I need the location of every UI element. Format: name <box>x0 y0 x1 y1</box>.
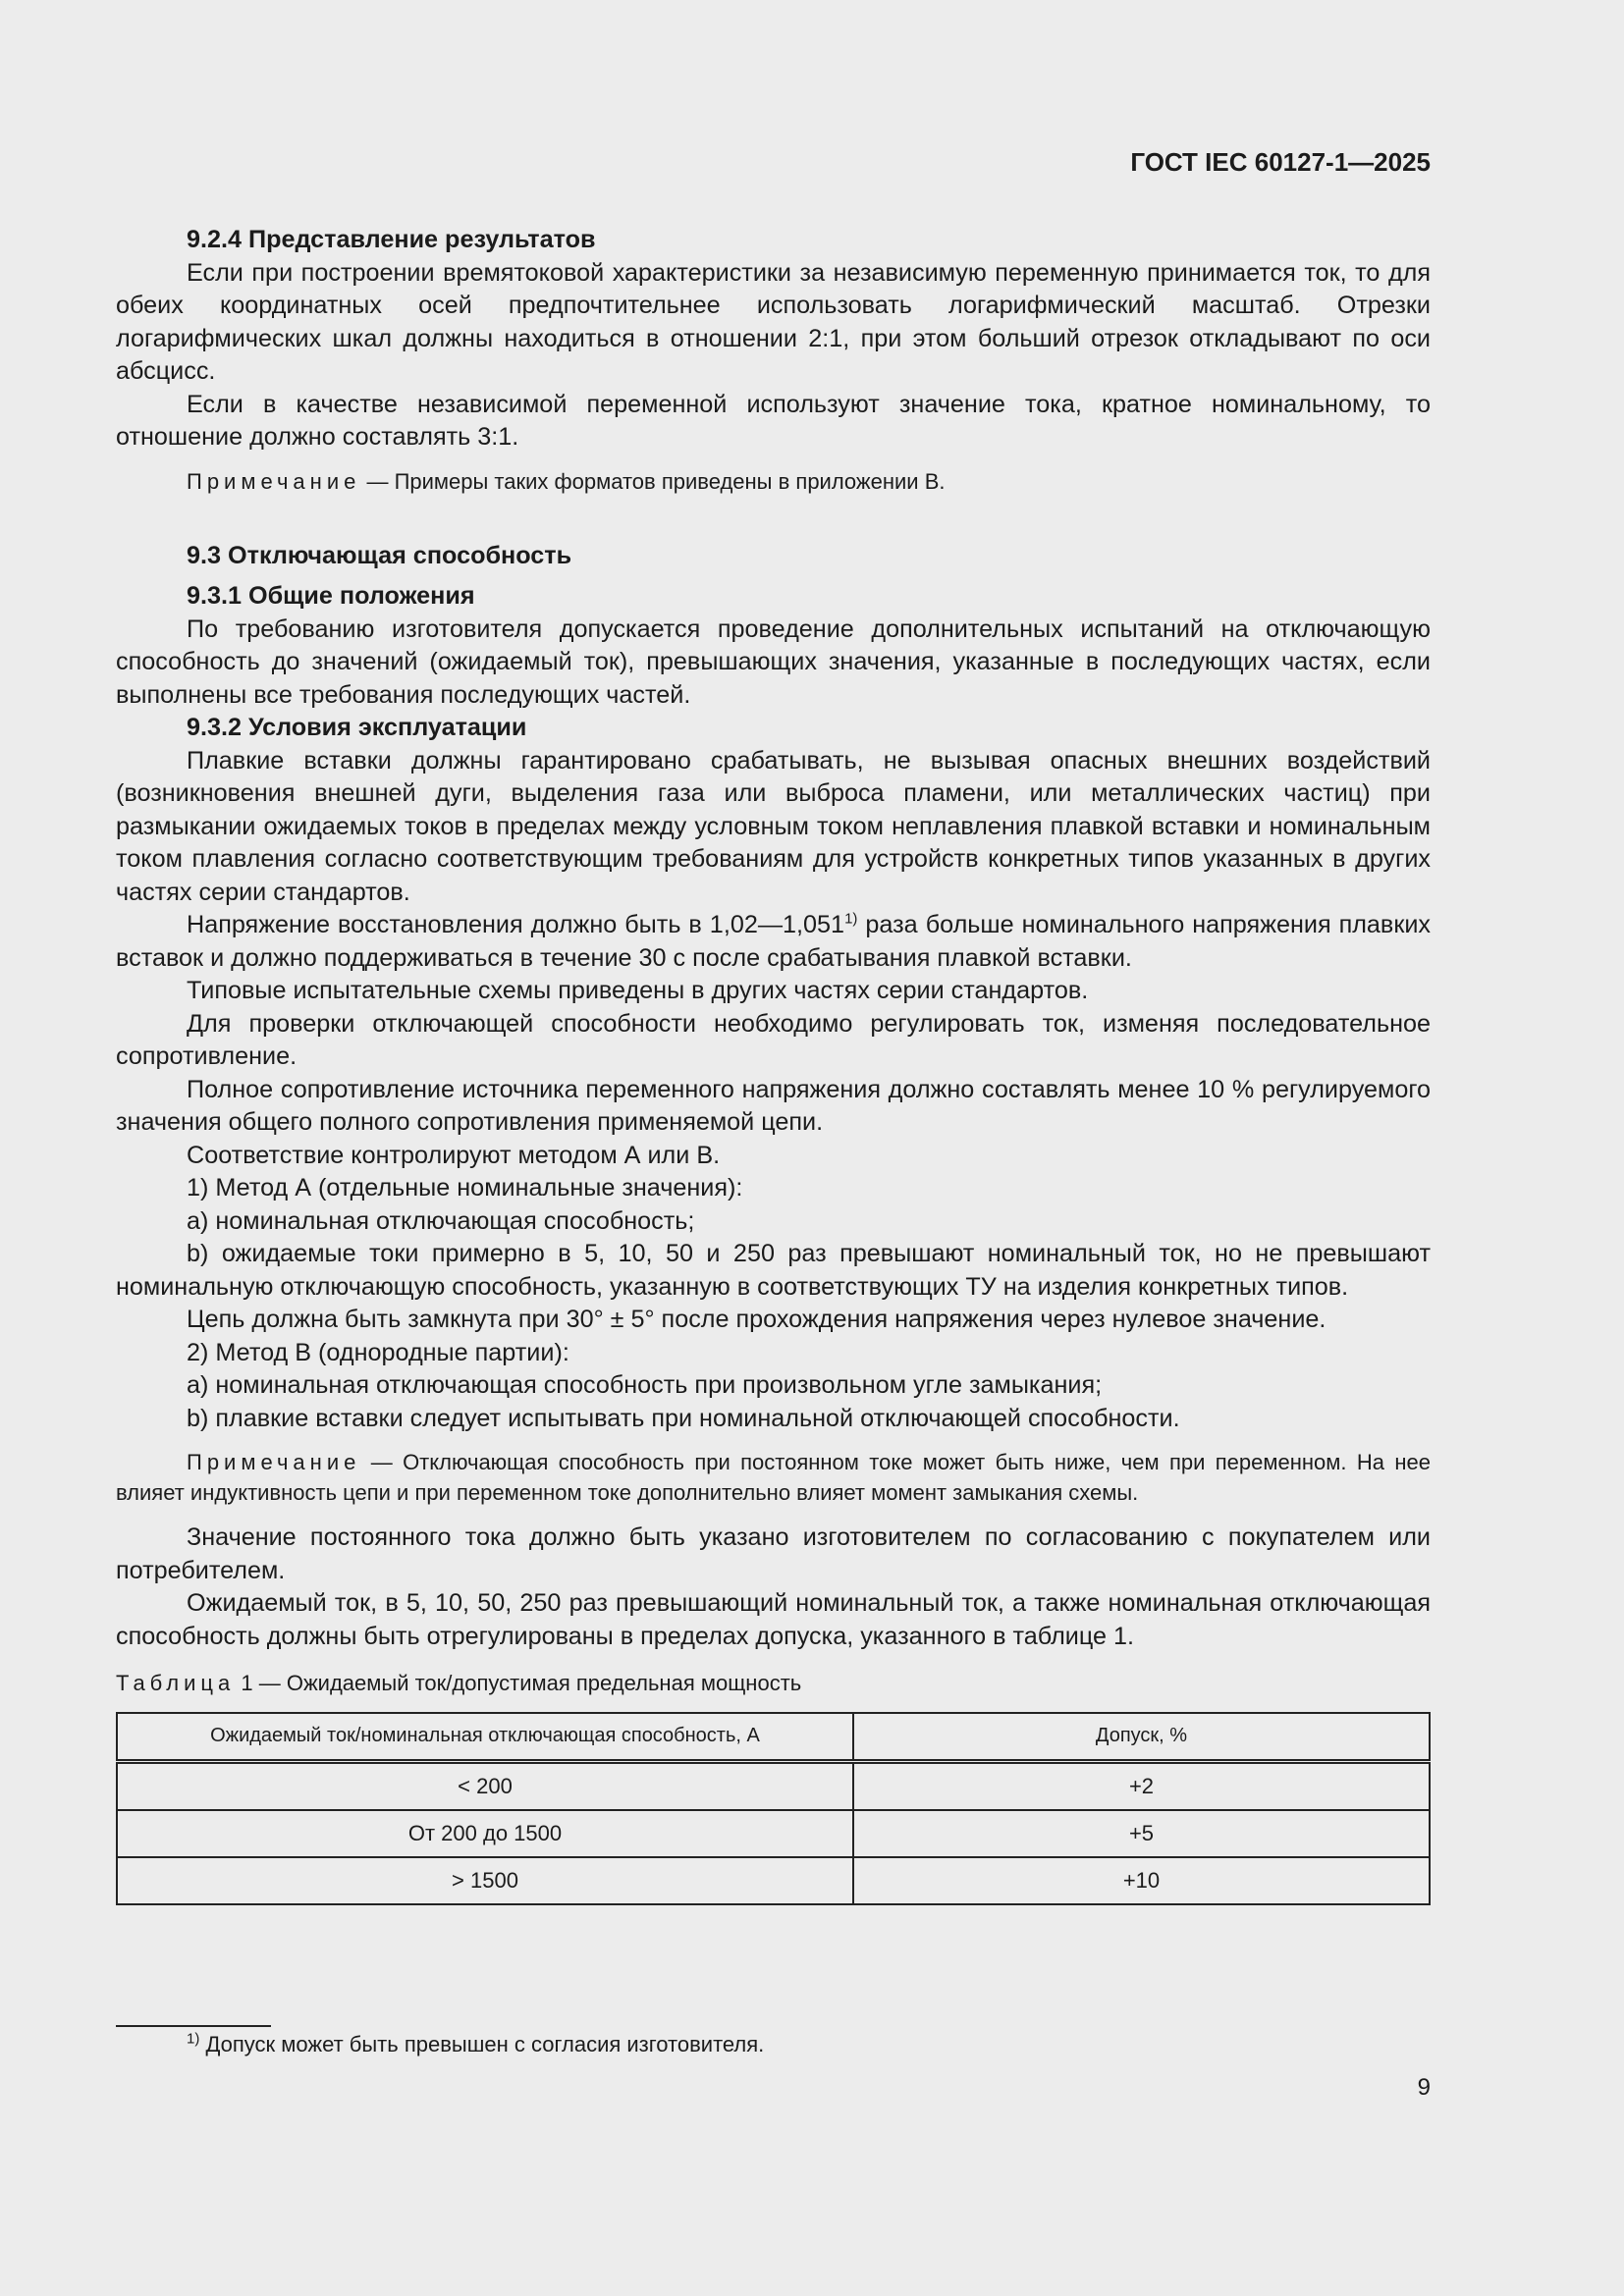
list-item: b) ожидаемые токи примерно в 5, 10, 50 и 250 раз превышают номинальный ток, но не превышают номинальную отключающую способность, указанную в соответствующих ТУ на изделия конкретных типов. <box>116 1240 1431 1301</box>
note-label: Примечание <box>187 468 361 494</box>
footnote-ref: 1) <box>844 910 858 928</box>
paragraph: По требованию изготовителя допускается проведение дополнительных испытаний на отключающую способность до значений (ожидаемый ток), превышающих значения, указанные в последующих частях, если выполнены все требования последующих частей. <box>116 614 1431 709</box>
paragraph: Если в качестве независимой переменной используют значение тока, кратное номинальному, то отношение должно составлять 3:1. <box>116 390 1431 451</box>
table-header-row <box>117 1713 1430 1762</box>
section-heading-9-3-2: 9.3.2 Условия эксплуатации <box>187 714 527 741</box>
paragraph: Типовые испытательные схемы приведены в других частях серии стандартов. <box>187 977 1089 1004</box>
footnote-divider <box>116 2025 271 2027</box>
paragraph: Для проверки отключающей способности необходимо регулировать ток, изменяя последовательное сопротивление. <box>116 1009 1431 1070</box>
note-text: — Отключающая способность при постоянном токе может быть ниже, чем при переменном. На нее влияет индуктивность цепи и при переменном токе дополнительно влияет момент замыкания схемы. <box>116 1450 1431 1505</box>
footnote-text: Допуск может быть превышен с согласия изготовителя. <box>199 2032 765 2056</box>
list-item: b) плавкие вставки следует испытывать при номинальной отключающей способности. <box>187 1404 1180 1432</box>
table-cell: > 1500 <box>117 1857 853 1904</box>
list-item: 2) Метод В (однородные партии): <box>187 1338 569 1366</box>
table-caption-text: 1 — Ожидаемый ток/допустимая предельная мощность <box>235 1671 802 1695</box>
section-heading-9-3-1: 9.3.1 Общие положения <box>187 582 475 610</box>
table-row <box>117 1857 1430 1904</box>
section-heading-9-2-4: 9.2.4 Представление результатов <box>187 226 596 253</box>
main-content <box>116 224 1431 1905</box>
table-header-cell: Ожидаемый ток/номинальная отключающая способность, А <box>117 1713 853 1762</box>
tolerance-table <box>116 1712 1431 1905</box>
table-cell: +10 <box>853 1857 1430 1904</box>
table-header-cell: Допуск, % <box>853 1713 1430 1762</box>
table-row <box>117 1761 1430 1810</box>
note <box>116 1447 1431 1508</box>
footnote <box>187 2032 764 2057</box>
paragraph: Ожидаемый ток, в 5, 10, 50, 250 раз превышающий номинальный ток, а также номинальная отключающая способность должны быть отрегулированы в пределах допуска, указанного в таблице 1. <box>116 1589 1431 1650</box>
table-cell: +2 <box>853 1761 1430 1810</box>
note <box>116 466 1431 497</box>
paragraph: Значение постоянного тока должно быть указано изготовителем по согласованию с покупателем или потребителем. <box>116 1523 1431 1584</box>
paragraph: Если при построении времятоковой характеристики за независимую переменную принимается ток, то для обеих координатных осей предпочтительнее использовать логарифмический масштаб. Отрезки логарифмических шкал должны находиться в отношении 2:1, при этом больший отрезок откладывают по оси абсцисс. <box>116 258 1431 385</box>
paragraph: Цепь должна быть замкнута при 30° ± 5° после прохождения напряжения через нулевое значение. <box>187 1306 1326 1333</box>
paragraph: Полное сопротивление источника переменного напряжения должно составлять менее 10 % регулируемого значения общего полного сопротивления применяемой цепи. <box>116 1075 1431 1136</box>
table-row <box>117 1810 1430 1857</box>
list-item: 1) Метод А (отдельные номинальные значения): <box>187 1174 743 1201</box>
table-caption <box>116 1667 1431 1700</box>
paragraph-text: Напряжение восстановления должно быть в 1,02—1,051 <box>187 911 845 938</box>
table-cell: +5 <box>853 1810 1430 1857</box>
paragraph: Соответствие контролируют методом А или В. <box>187 1141 721 1169</box>
note-label: Примечание <box>187 1450 361 1474</box>
paragraph: Плавкие вставки должны гарантировано срабатывать, не вызывая опасных внешних воздействий (возникновения внешней дуги, выделения газа или выброса пламени, или металлических частиц) при размыкании ожидаемых токов в пределах между условным током неплавления плавкой вставки и номинальным током плавления согласно соответствующим требованиям для устройств конкретных типов указанных в других частях серии стандартов. <box>116 746 1431 906</box>
table-cell: < 200 <box>117 1761 853 1810</box>
list-item: a) номинальная отключающая способность при произвольном угле замыкания; <box>187 1371 1103 1399</box>
table-cell: От 200 до 1500 <box>117 1810 853 1857</box>
paragraph <box>116 909 1431 975</box>
section-heading-9-3: 9.3 Отключающая способность <box>187 541 572 569</box>
page-number: 9 <box>1417 2074 1431 2101</box>
note-text: — Примеры таких форматов приведены в приложении В. <box>360 468 946 494</box>
footnote-mark: 1) <box>187 2030 200 2048</box>
paragraph-text: раза больше номинального напряжения плавких вставок и должно поддерживаться в течение 30 с после срабатывания плавкой вставки. <box>116 911 1431 972</box>
document-header: ГОСТ IEC 60127-1—2025 <box>1130 147 1431 177</box>
list-item: a) номинальная отключающая способность; <box>187 1206 695 1235</box>
table-caption-label: Таблица <box>116 1671 236 1695</box>
